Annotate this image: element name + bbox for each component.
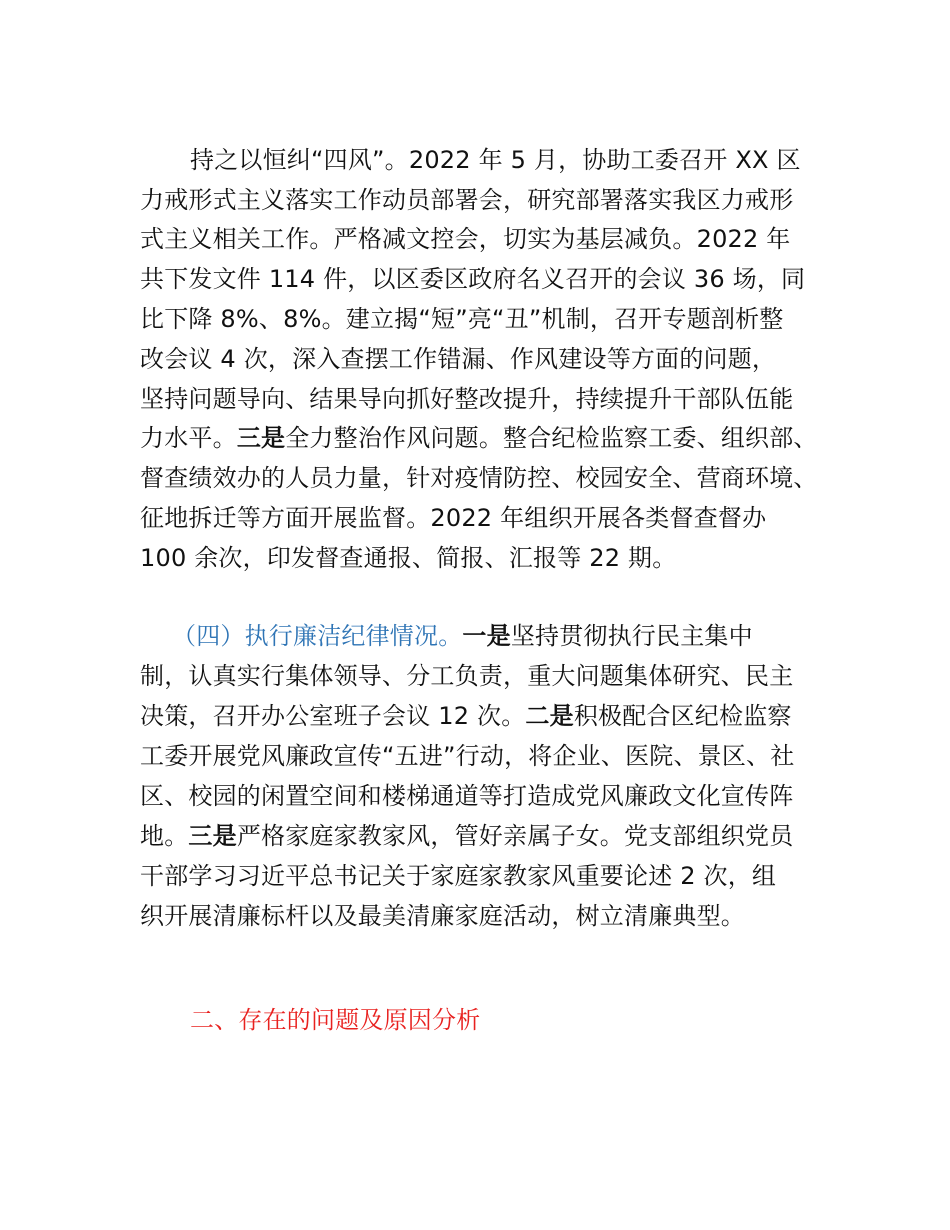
section-heading: 二、存在的问题及原因分析 (190, 1006, 481, 1034)
paragraph-line (140, 859, 776, 893)
line-text: 干部学习习近平总书记关于家庭家教家风重要论述 2 次，组 (140, 862, 777, 890)
paragraph-line (140, 899, 745, 933)
paragraph-line (140, 739, 794, 773)
line-text: 比下降 8%、8%。建立揭“短”亮“丑”机制，召开专题剖析整 (140, 305, 784, 333)
paragraph-line (140, 819, 793, 853)
line-text: 督查绩效办的人员力量，针对疫情防控、校园安全、营商环境、 (140, 464, 818, 492)
paragraph-line (140, 302, 784, 336)
paragraph-line (140, 382, 793, 416)
line-text: 力戒形式主义落实工作动员部署会，研究部署落实我区力戒形 (140, 186, 794, 214)
bold-marker: 一是 (462, 622, 511, 650)
paragraph-line (140, 183, 793, 217)
subsection-heading: （四）执行廉洁纪律情况。 (172, 622, 463, 650)
paragraph-line (140, 501, 766, 535)
paragraph-line (140, 541, 676, 575)
line-text: 区、校园的闲置空间和楼梯通道等打造成党风廉政文化宣传阵 (140, 782, 794, 810)
line-text: 织开展清廉标杆以及最美清廉家庭活动，树立清廉典型。 (140, 902, 745, 930)
line-text: 制，认真实行集体领导、分工负责，重大问题集体研究、民主 (140, 662, 794, 690)
bold-marker: 二是 (525, 702, 574, 730)
line-text: 决策，召开办公室班子会议 12 次。 (140, 702, 526, 730)
paragraph-line (140, 779, 793, 813)
line-text: 全力整治作风问题。整合纪检监察工委、组织部、 (285, 424, 818, 452)
line-text: 式主义相关工作。严格减文控会，切实为基层减负。2022 年 (140, 225, 791, 253)
line-text: 改会议 4 次，深入查摆工作错漏、作风建设等方面的问题， (140, 345, 777, 373)
line-text: 严格家庭家教家风，管好亲属子女。党支部组织党员 (236, 822, 794, 850)
paragraph-line (140, 222, 791, 256)
line-text: 积极配合区纪检监察 (573, 702, 792, 730)
paragraph-line (190, 143, 801, 177)
line-text: 坚持问题导向、结果导向抓好整改提升，持续提升干部队伍能 (140, 385, 794, 413)
paragraph-line (140, 421, 818, 455)
line-text: 征地拆迁等方面开展监督。2022 年组织开展各类督查督办 (140, 504, 767, 532)
paragraph-line (140, 461, 818, 495)
bold-marker: 三是 (236, 424, 286, 452)
line-text: 持之以恒纠“四风”。2022 年 5 月，协助工委召开 XX 区 (190, 146, 801, 174)
line-text: 100 余次，印发督查通报、简报、汇报等 22 期。 (140, 544, 677, 572)
line-text: 共下发文件 114 件，以区委区政府名义召开的会议 36 场，同 (140, 265, 806, 293)
line-text: 坚持贯彻执行民主集中 (510, 622, 753, 650)
paragraph-line (140, 342, 776, 376)
paragraph-line (140, 659, 793, 693)
line-text: 力水平。 (140, 424, 237, 452)
paragraph-line (140, 262, 805, 296)
bold-marker: 三是 (188, 822, 237, 850)
line-text: 地。 (140, 822, 189, 850)
line-text: 工委开展党风廉政宣传“五进”行动，将企业、医院、景区、社 (140, 742, 795, 770)
paragraph-line (172, 619, 753, 653)
paragraph-line (140, 699, 792, 733)
